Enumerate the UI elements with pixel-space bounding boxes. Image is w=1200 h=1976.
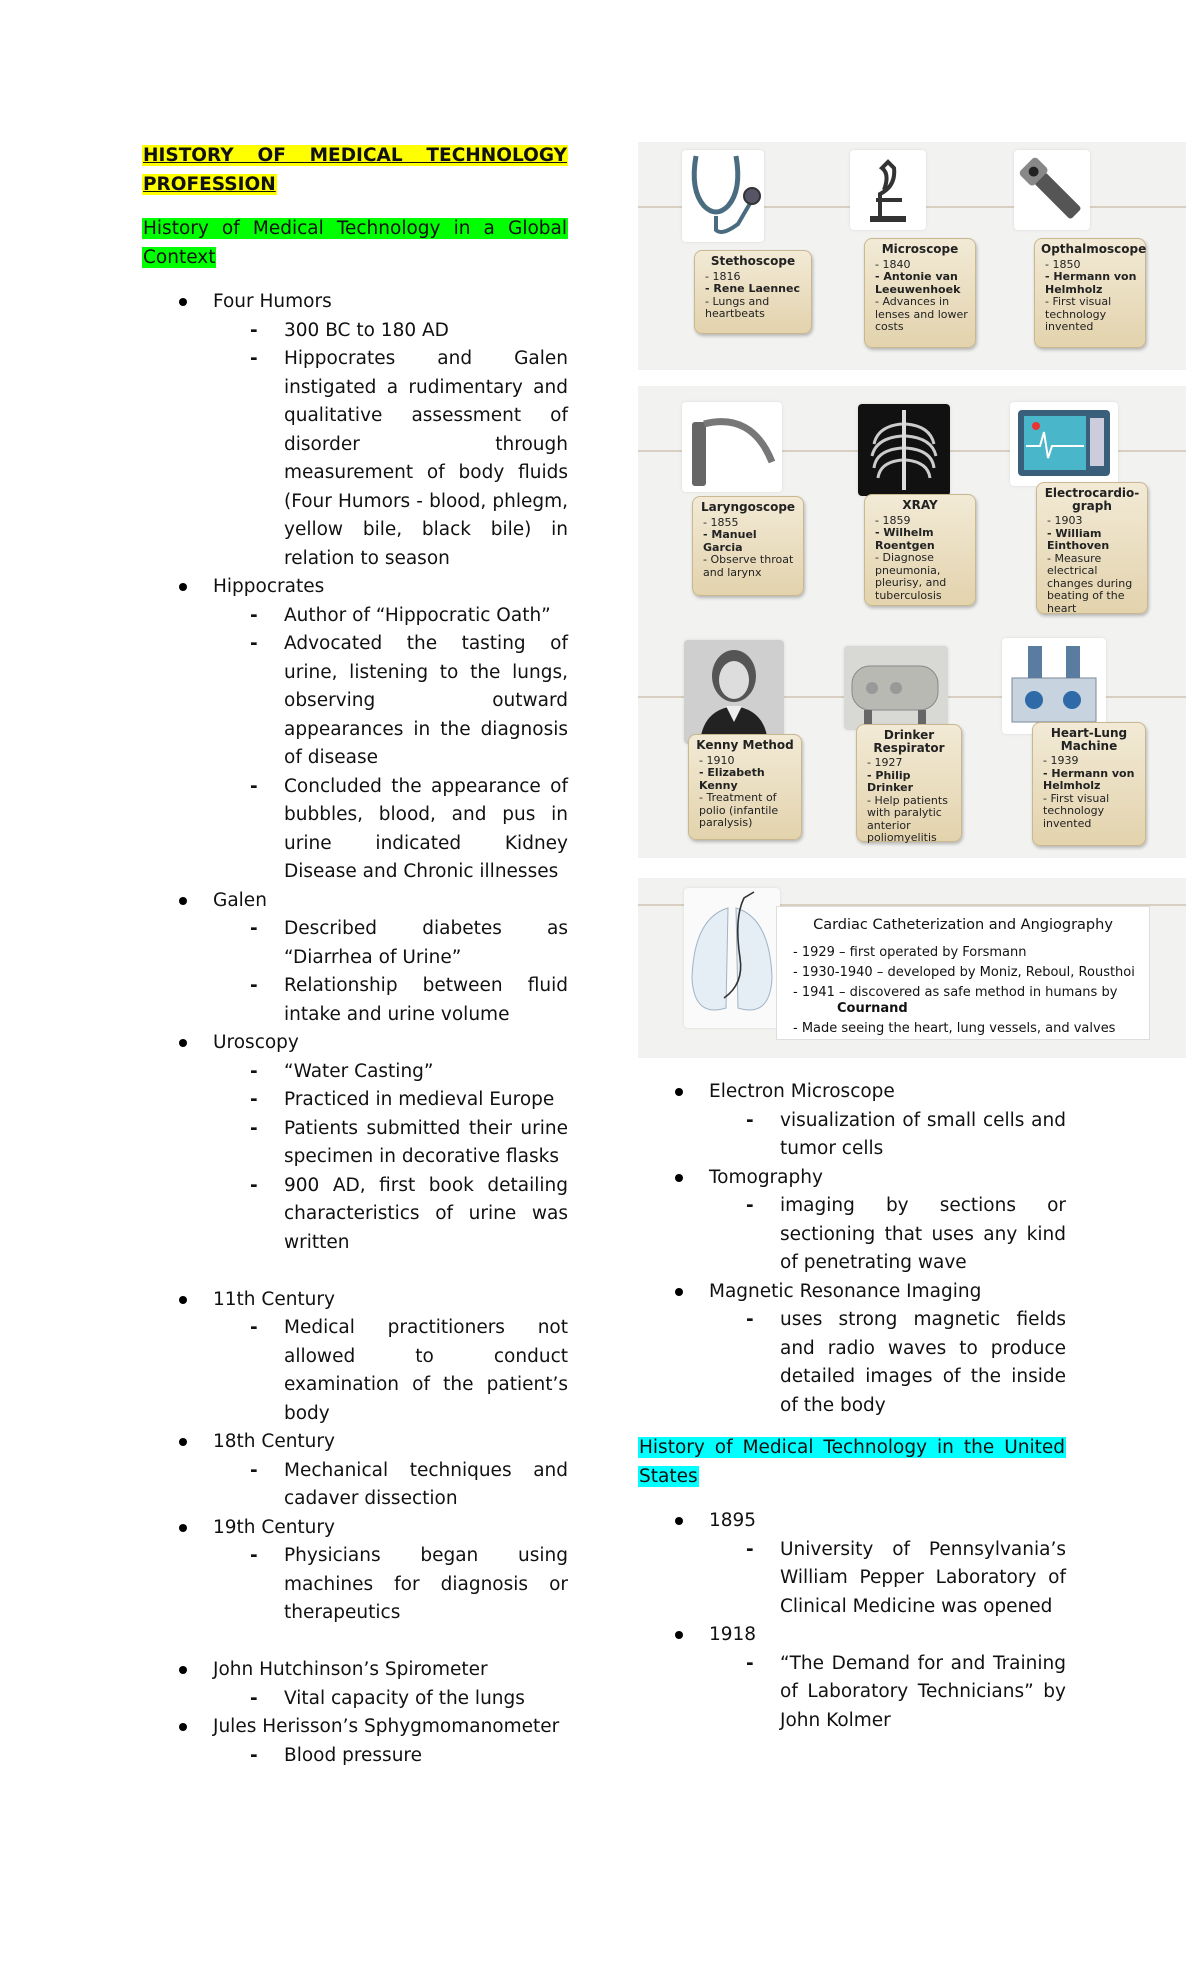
drinker-respirator-image: [844, 646, 948, 730]
list-item: 18th Century - Mechanical techniques and cadaver dissection: [142, 1428, 568, 1514]
list-item: Four Humors - 300 BC to 180 AD - Hippocrates and Galen instigated a rudimentary and qualitative assessment of disorder through measurement of body fluids (Four Humors - blood, phlegm, yellow bile, black bile) in relation to season: [142, 288, 568, 573]
heart-lung-machine-card: Heart-Lung Machine - 1939 - Hermann von Helmholz - First visual technology invented: [1032, 722, 1146, 846]
cardiac-catheterization-box: Cardiac Catheterization and Angiography - 1929 – first operated by Forsmann - 1930-1940 – developed by Moniz, Reboul, Rousthoi - 1941 – discovered as safe method in humans by Cournand - Made seeing the heart, lung vessels, and valves: [776, 906, 1150, 1040]
opthalmoscope-card: Opthalmoscope - 1850 - Hermann von Helmholz - First visual technology invented: [1034, 238, 1146, 348]
stethoscope-card: Stethoscope - 1816 - Rene Laennec - Lungs and heartbeats: [694, 250, 812, 334]
sub-item: - Blood pressure: [213, 1742, 568, 1771]
global-history-list-continued: [638, 1078, 1066, 1420]
global-heading-line2: Context: [143, 246, 216, 268]
right-column: [638, 1078, 1066, 1735]
left-column: [142, 142, 568, 1770]
list-item: Galen - Described diabetes as “Diarrhea of Urine” - Relationship between fluid intake and urine volume: [142, 887, 568, 1030]
kenny-portrait-image: [684, 640, 784, 744]
microscope-card: Microscope - 1840 - Antonie van Leeuwenhoek - Advances in lenses and lower costs: [864, 238, 976, 348]
sub-item: - Advocated the tasting of urine, listening to the lungs, observing outward appearances in the diagnosis of disease: [213, 630, 568, 773]
us-heading-line2: States: [639, 1465, 698, 1487]
list-item: Uroscopy - “Water Casting” - Practiced in medieval Europe - Patients submitted their urine specimen in decorative flasks - 900 AD, first book detailing characteristics of urine was written: [142, 1029, 568, 1286]
kenny-method-card: Kenny Method - 1910 - Elizabeth Kenny - Treatment of polio (infantile paralysis): [688, 734, 802, 840]
sub-item: - University of Pennsylvania’s William Pepper Laboratory of Clinical Medicine was opened: [709, 1536, 1066, 1622]
opthalmoscope-image: [1014, 150, 1090, 230]
us-heading: History of Medical Technology in the United: [639, 1437, 1065, 1458]
sub-item: - 900 AD, first book detailing characteristics of urine was written: [213, 1172, 568, 1258]
sub-item: - Described diabetes as “Diarrhea of Urine”: [213, 915, 568, 972]
list-item: 11th Century - Medical practitioners not allowed to conduct examination of the patient’s body: [142, 1286, 568, 1429]
sub-item: - Mechanical techniques and cadaver dissection: [213, 1457, 568, 1514]
list-item: 1918 - “The Demand for and Training of Laboratory Technicians” by John Kolmer: [638, 1621, 1066, 1735]
list-item: Jules Herisson’s Sphygmomanometer - Blood pressure: [142, 1713, 568, 1770]
global-history-list: [142, 288, 568, 1770]
sub-item: - “The Demand for and Training of Laboratory Technicians” by John Kolmer: [709, 1650, 1066, 1736]
us-history-list: [638, 1507, 1066, 1735]
timeline-panel-3: [638, 632, 1186, 858]
electrocardiograph-card: Electrocardio-graph - 1903 - William Einthoven - Measure electrical changes during beating of the heart: [1036, 482, 1148, 614]
list-item: John Hutchinson’s Spirometer - Vital capacity of the lungs: [142, 1656, 568, 1713]
sub-item: - Concluded the appearance of bubbles, blood, and pus in urine indicated Kidney Disease and Chronic illnesses: [213, 773, 568, 887]
global-heading: History of Medical Technology in a Global: [143, 218, 567, 239]
drinker-respirator-card: Drinker Respirator - 1927 - Philip Drinker - Help patients with paralytic anterior poliomyelitis: [856, 724, 962, 842]
xray-image: [858, 404, 950, 496]
document-title: HISTORY OF MEDICAL TECHNOLOGY PROFESSION: [143, 145, 567, 195]
sub-item: - uses strong magnetic fields and radio waves to produce detailed images of the inside of the body: [709, 1306, 1066, 1420]
sub-item: - Patients submitted their urine specimen in decorative flasks: [213, 1115, 568, 1172]
lung-illustration-image: [684, 888, 780, 1028]
sub-item: - Practiced in medieval Europe: [213, 1086, 568, 1115]
sub-item: - Physicians began using machines for diagnosis or therapeutics: [213, 1542, 568, 1628]
sub-item: - Medical practitioners not allowed to conduct examination of the patient’s body: [213, 1314, 568, 1428]
heart-lung-machine-image: [1002, 638, 1106, 734]
list-item: Electron Microscope - visualization of small cells and tumor cells: [638, 1078, 1066, 1164]
stethoscope-image: [682, 150, 764, 242]
timeline-panel-1: [638, 142, 1186, 370]
list-item: 19th Century - Physicians began using machines for diagnosis or therapeutics: [142, 1514, 568, 1657]
laryngoscope-image: [682, 402, 782, 492]
list-item: Magnetic Resonance Imaging - uses strong magnetic fields and radio waves to produce detailed images of the inside of the body: [638, 1278, 1066, 1421]
sub-item: - “Water Casting”: [213, 1058, 568, 1087]
sub-item: - Hippocrates and Galen instigated a rudimentary and qualitative assessment of disorder through measurement of body fluids (Four Humors - blood, phlegm, yellow bile, black bile) in relation to season: [213, 345, 568, 573]
sub-item: - visualization of small cells and tumor cells: [709, 1107, 1066, 1164]
sub-item: - Vital capacity of the lungs: [213, 1685, 568, 1714]
list-item: Hippocrates - Author of “Hippocratic Oath” - Advocated the tasting of urine, listening to the lungs, observing outward appearances in the diagnosis of disease - Concluded the appearance of bubbles, blood, and pus in urine indicated Kidney Disease and Chronic illnesses: [142, 573, 568, 887]
timeline-panel-2: [638, 386, 1186, 632]
list-item: 1895 - University of Pennsylvania’s William Pepper Laboratory of Clinical Medicine was opened: [638, 1507, 1066, 1621]
sub-item: - imaging by sections or sectioning that uses any kind of penetrating wave: [709, 1192, 1066, 1278]
xray-card: XRAY - 1859 - Wilhelm Roentgen - Diagnose pneumonia, pleurisy, and tuberculosis: [864, 494, 976, 606]
sub-item: - 300 BC to 180 AD: [213, 317, 568, 346]
sub-item: - Author of “Hippocratic Oath”: [213, 602, 568, 631]
microscope-image: [850, 150, 926, 230]
sub-item: - Relationship between fluid intake and urine volume: [213, 972, 568, 1029]
electrocardiograph-image: [1010, 402, 1118, 486]
laryngoscope-card: Laryngoscope - 1855 - Manuel Garcia - Observe throat and larynx: [692, 496, 804, 596]
list-item: Tomography - imaging by sections or sectioning that uses any kind of penetrating wave: [638, 1164, 1066, 1278]
